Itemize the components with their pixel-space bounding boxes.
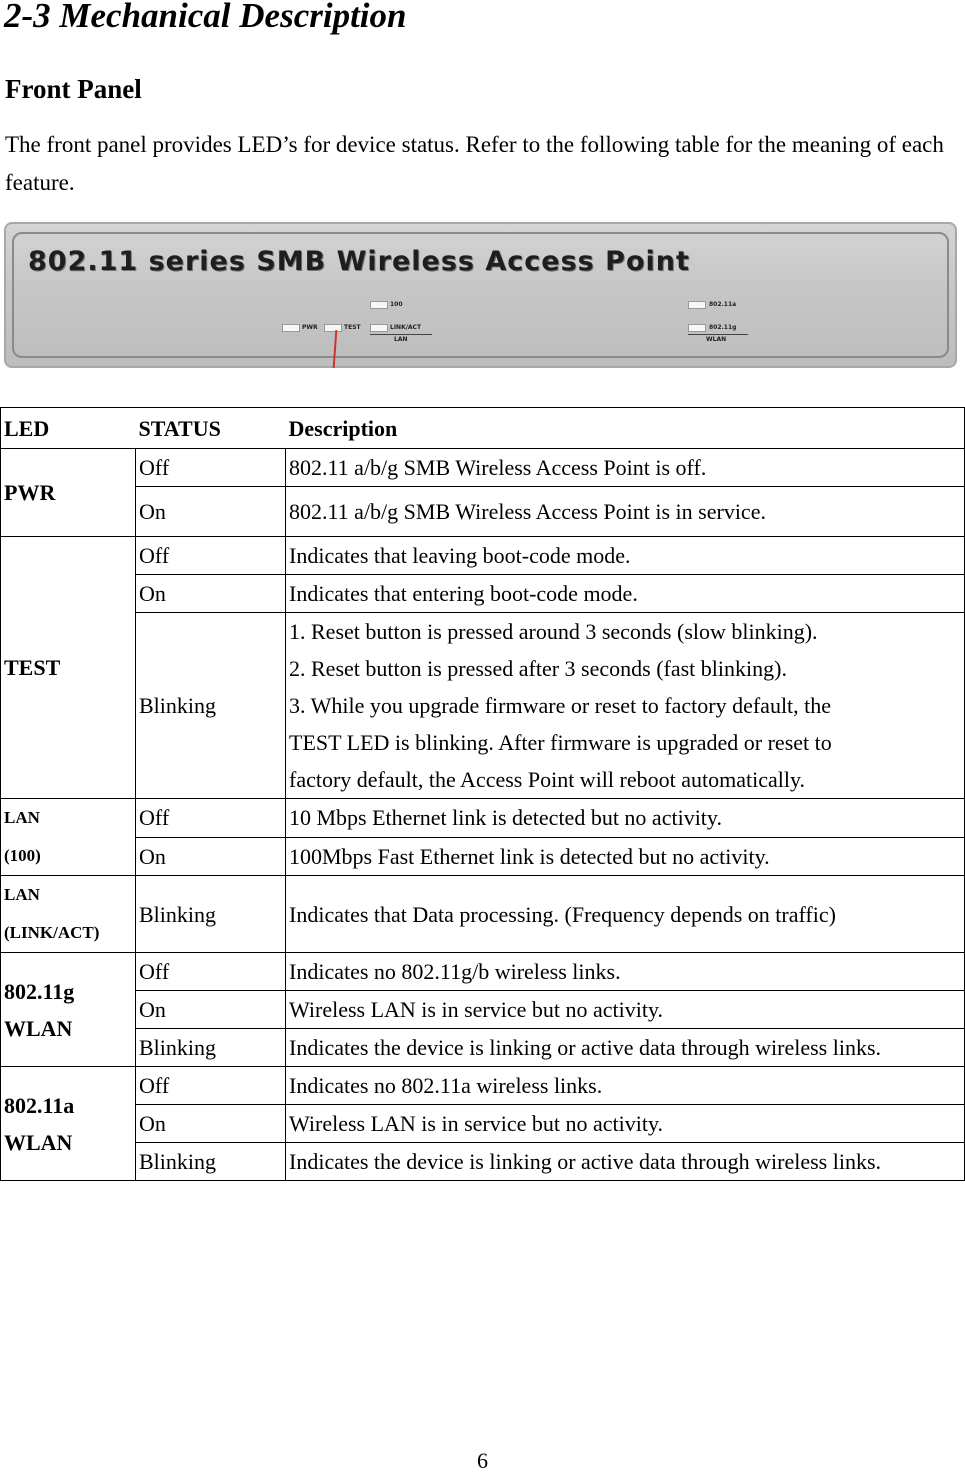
table-row — [1, 799, 965, 838]
led-name-line: 802.11a — [4, 1092, 75, 1118]
status-cell: Blinking — [136, 1143, 286, 1181]
description-cell: Wireless LAN is in service but no activity. — [286, 991, 965, 1029]
description-cell: Indicates no 802.11g/b wireless links. — [286, 953, 965, 991]
description-cell: 10 Mbps Ethernet link is detected but no activity. — [286, 799, 965, 838]
led-name-test: TEST — [1, 537, 136, 799]
description-cell: 100Mbps Fast Ethernet link is detected but no activity. — [286, 837, 965, 876]
section-title: 2-3 Mechanical Description — [4, 0, 407, 35]
description-cell — [286, 613, 965, 799]
led-name-lan-link — [1, 876, 136, 953]
led-name-lan-100 — [1, 799, 136, 876]
status-cell: On — [136, 991, 286, 1029]
lan-100-led-label: 100 — [390, 301, 403, 308]
wlan-g-led-indicator — [688, 324, 706, 332]
status-cell: On — [136, 1105, 286, 1143]
table-row — [1, 1029, 965, 1067]
status-cell: Off — [136, 799, 286, 838]
test-led-label: TEST — [344, 324, 361, 331]
led-name-line: (100) — [4, 846, 41, 865]
table-row — [1, 613, 965, 799]
table-row — [1, 537, 965, 575]
led-name-line: LAN — [4, 885, 40, 904]
table-row — [1, 575, 965, 613]
wlan-a-led-label: 802.11a — [709, 301, 737, 308]
description-cell: Wireless LAN is in service but no activity. — [286, 1105, 965, 1143]
description-cell: Indicates that entering boot-code mode. — [286, 575, 965, 613]
table-row — [1, 991, 965, 1029]
led-name-line: 802.11g — [4, 978, 75, 1004]
wlan-group-label: WLAN — [706, 336, 727, 343]
description-line: TEST LED is blinking. After firmware is upgraded or reset to — [289, 730, 832, 755]
lan-100-led-indicator — [370, 301, 388, 309]
description-cell: Indicates the device is linking or active data through wireless links. — [286, 1029, 965, 1067]
description-line: factory default, the Access Point will reboot automatically. — [289, 767, 806, 792]
description-cell: Indicates the device is linking or active data through wireless links. — [286, 1143, 965, 1181]
table-row — [1, 837, 965, 876]
front-panel-illustration — [4, 222, 957, 368]
led-name-line: WLAN — [4, 1129, 73, 1155]
test-led-indicator — [324, 324, 342, 332]
page-number: 6 — [477, 1448, 488, 1473]
led-name-line: (LINK/ACT) — [4, 923, 100, 942]
lan-link-led-label: LINK/ACT — [390, 324, 422, 331]
wlan-g-led-label: 802.11g — [709, 324, 737, 331]
description-cell: Indicates no 802.11a wireless links. — [286, 1067, 965, 1105]
status-cell: Off — [136, 537, 286, 575]
led-name-line: LAN — [4, 808, 40, 827]
header-led: LED — [1, 408, 136, 449]
led-name-line: WLAN — [4, 1015, 73, 1041]
description-cell: 802.11 a/b/g SMB Wireless Access Point is in service. — [286, 487, 965, 537]
status-cell: Blinking — [136, 1029, 286, 1067]
led-name-802-11g — [1, 953, 136, 1067]
table-row — [1, 449, 965, 487]
wlan-group-underline — [688, 334, 748, 335]
lan-group-label: LAN — [394, 336, 408, 343]
lan-group-underline — [370, 334, 432, 335]
lan-link-led-indicator — [370, 324, 388, 332]
pwr-led-label: PWR — [302, 324, 318, 331]
led-name-802-11a — [1, 1067, 136, 1181]
status-cell: Blinking — [136, 613, 286, 799]
intro-paragraph: The front panel provides LED’s for device status. Refer to the following table for the meaning of each feature. — [5, 132, 944, 195]
led-name-pwr: PWR — [1, 449, 136, 537]
description-line: 1. Reset button is pressed around 3 seconds (slow blinking). — [289, 619, 818, 644]
description-line: 2. Reset button is pressed after 3 seconds (fast blinking). — [289, 656, 787, 681]
description-cell: Indicates that leaving boot-code mode. — [286, 537, 965, 575]
description-cell: Indicates that Data processing. (Frequency depends on traffic) — [286, 876, 965, 953]
pwr-led-indicator — [282, 324, 300, 332]
status-cell: On — [136, 837, 286, 876]
description-line: 3. While you upgrade firmware or reset to factory default, the — [289, 693, 832, 718]
status-cell: On — [136, 487, 286, 537]
table-row — [1, 876, 965, 953]
status-cell: Off — [136, 449, 286, 487]
header-description: Description — [286, 408, 965, 449]
table-row — [1, 1067, 965, 1105]
status-cell: On — [136, 575, 286, 613]
table-row — [1, 953, 965, 991]
front-panel-title: 802.11 series SMB Wireless Access Point — [28, 246, 690, 277]
table-row — [1, 487, 965, 537]
wlan-a-led-indicator — [688, 301, 706, 309]
status-cell: Off — [136, 1067, 286, 1105]
subsection-title: Front Panel — [5, 74, 142, 104]
status-cell: Blinking — [136, 876, 286, 953]
table-row — [1, 1105, 965, 1143]
description-cell: 802.11 a/b/g SMB Wireless Access Point is off. — [286, 449, 965, 487]
status-cell: Off — [136, 953, 286, 991]
led-status-table — [0, 407, 965, 1181]
table-header-row — [1, 408, 965, 449]
table-row — [1, 1143, 965, 1181]
header-status: STATUS — [136, 408, 286, 449]
